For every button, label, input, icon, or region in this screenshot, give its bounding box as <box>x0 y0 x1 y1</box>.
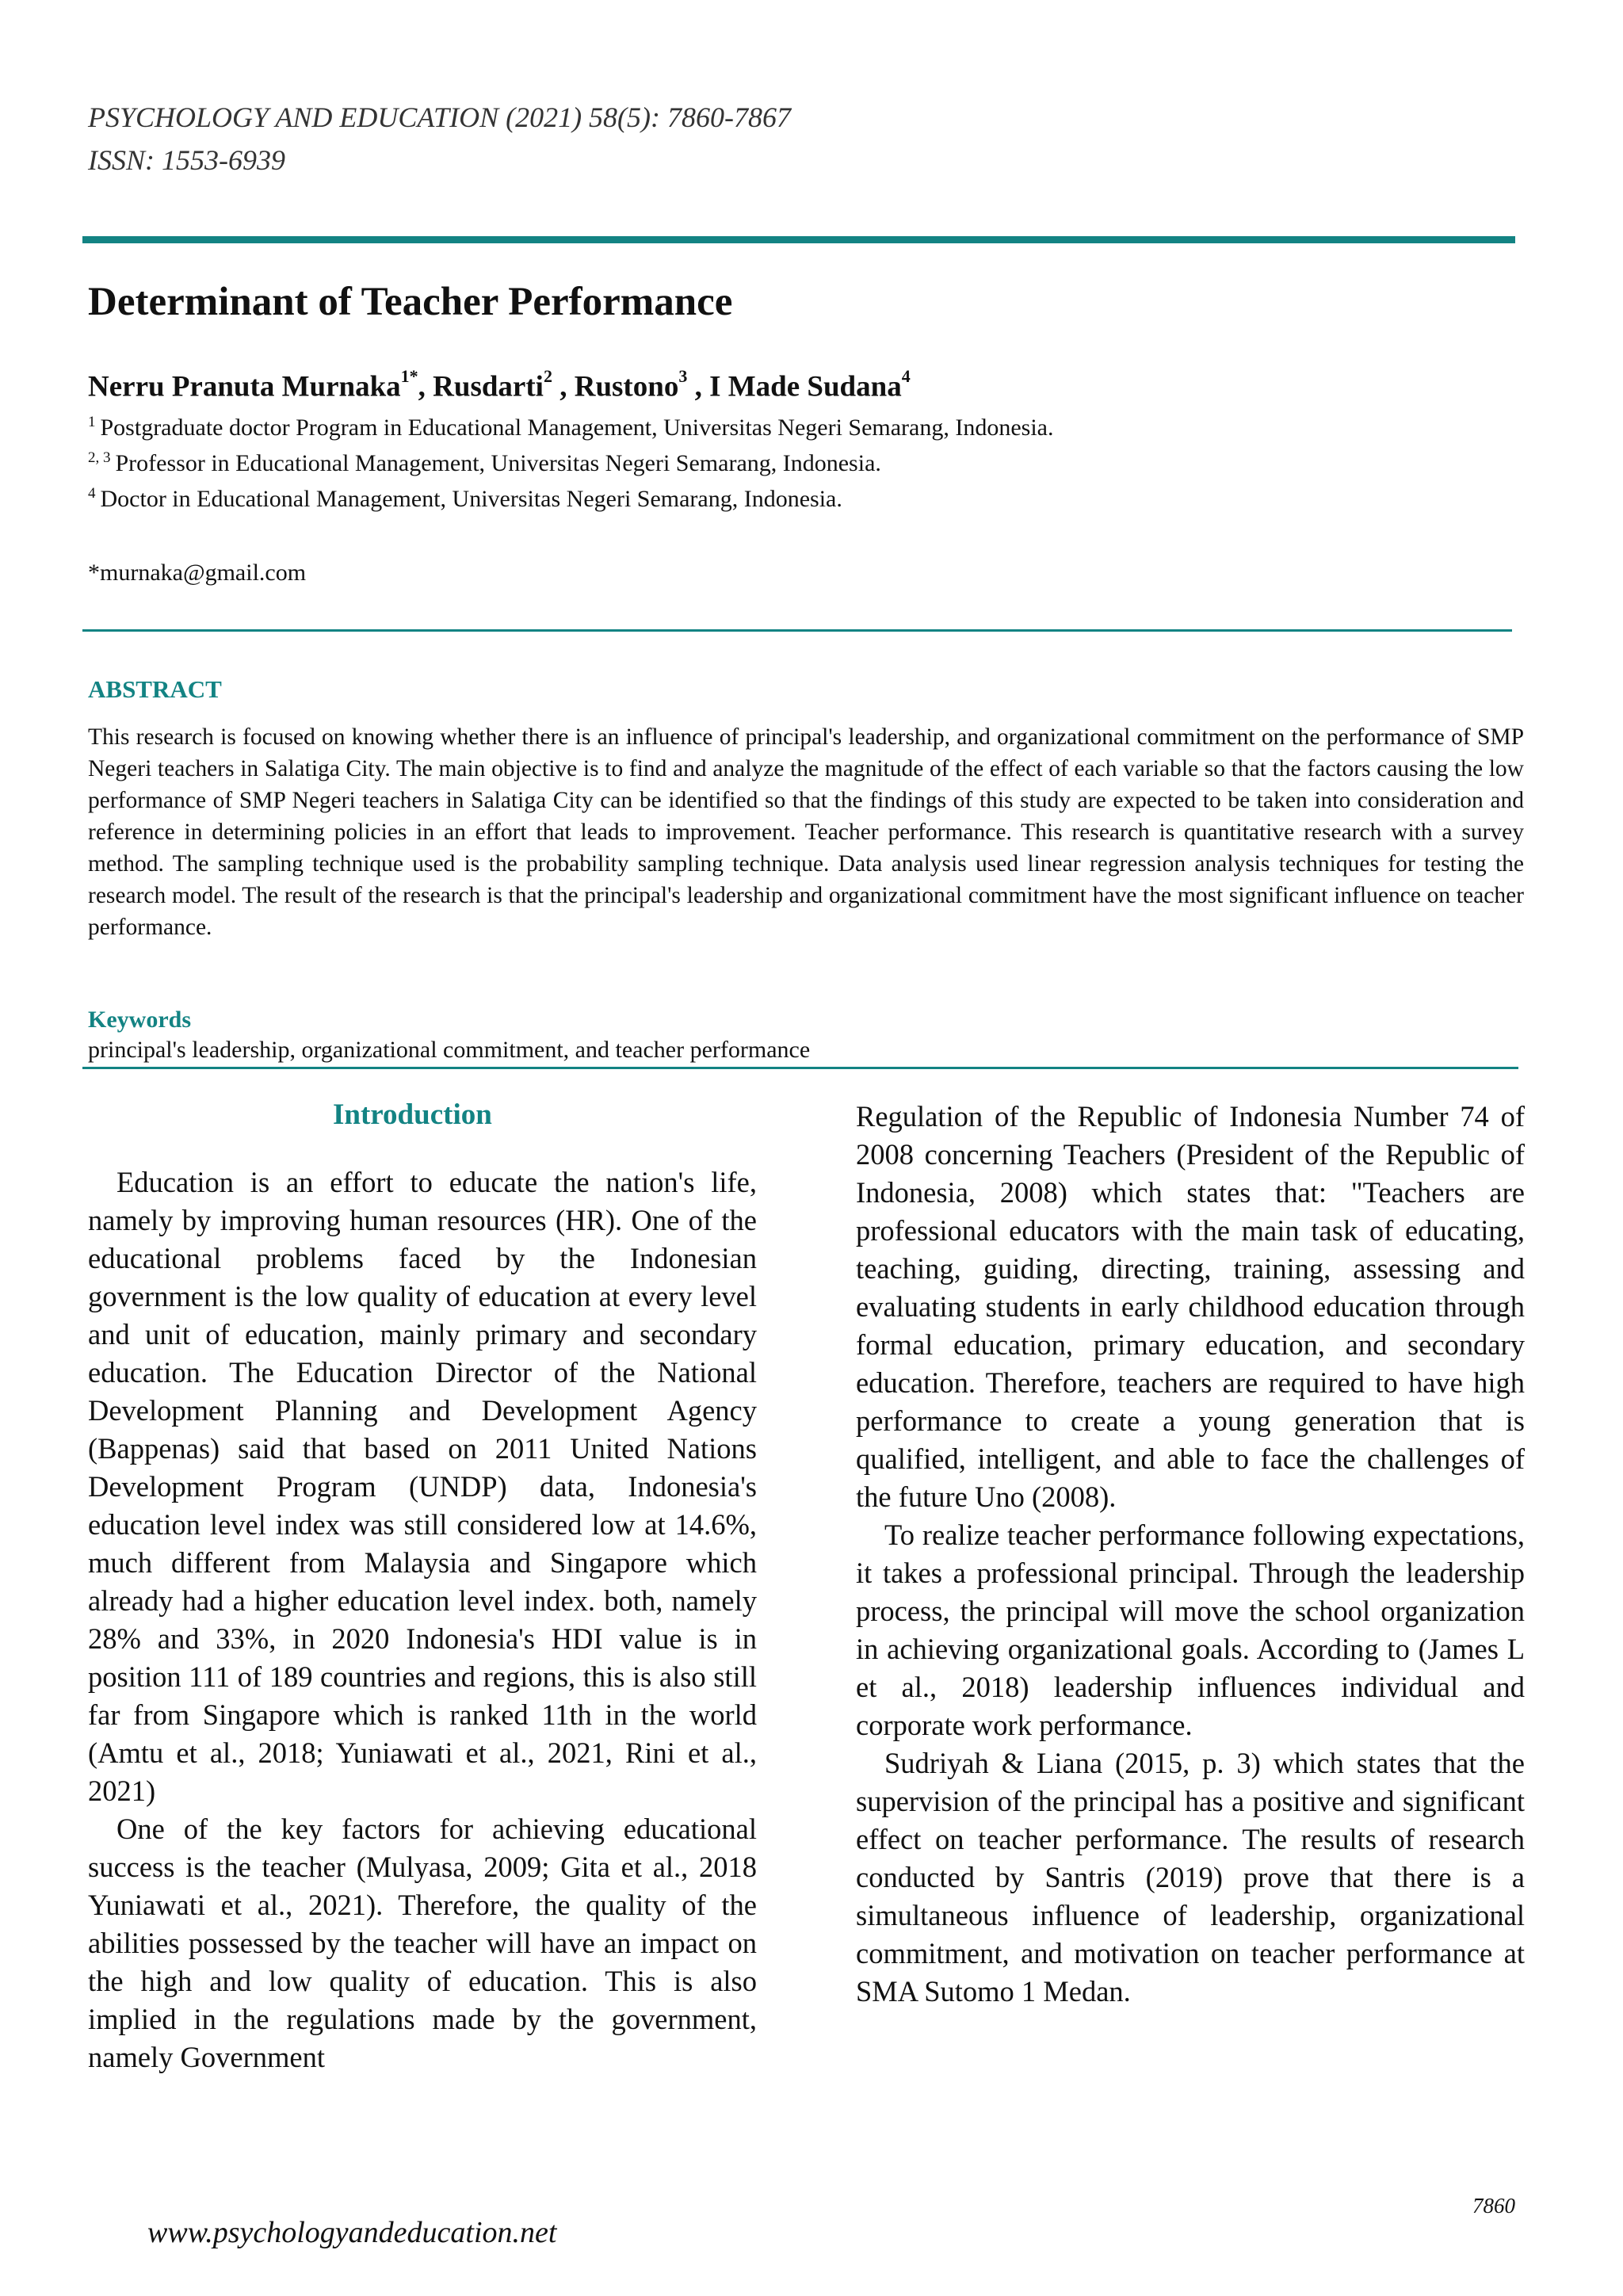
author-separator: , <box>552 370 575 403</box>
body-paragraph: Sudriyah & Liana (2015, p. 3) which states that the supervision of the principal has a positive and significant effect on teacher performance. The results of research conducted by Santris (2019) prove that there is a simultaneous influence of leadership, organizational commitment, and motivation on teacher performance at SMA Sutomo 1 Medan. <box>856 1747 1525 2008</box>
author-separator: , <box>687 370 710 403</box>
journal-website-link[interactable]: www.psychologyandeducation.net <box>147 2216 557 2249</box>
right-column <box>856 1098 1525 2011</box>
body-paragraph: Education is an effort to educate the nation's life, namely by improving human resources (HR). One of the educational problems faced by the Indonesian government is the low quality of education at every level and unit of education, mainly primary and secondary education. The Education Director of the National Development Planning and Development Agency (Bappenas) said that based on 2011 United Nations Development Program (UNDP) data, Indonesia's education level index was still considered low at 14.6%, much different from Malaysia and Singapore which already had a higher education level index. both, namely 28% and 33%, in 2020 Indonesia's HDI value is in position 111 of 189 countries and regions, this is also still far from Singapore which is ranked 11th in the world (Amtu et al., 2018; Yuniawati et al., 2021, Rini et al., 2021) <box>88 1166 757 1807</box>
affiliation-line <box>88 449 881 477</box>
body-paragraph: One of the key factors for achieving educational success is the teacher (Mulyasa, 2009; Gita et al., 2018 Yuniawati et al., 2021). Therefore, the quality of the abilities possessed by the teacher will have an impact on the high and low quality of education. This is also implied in the regulations made by the government, namely Government <box>88 1813 757 2073</box>
header-rule <box>82 236 1515 243</box>
section-rule <box>82 629 1512 632</box>
affiliation-text: Doctor in Educational Management, Universitas Negeri Semarang, Indonesia. <box>100 486 842 512</box>
body-paragraph: To realize teacher performance following expectations, it takes a professional principal. Through the leadership process, the principal will move the school organization in achieving organizational goals. According to (James L et al., 2018) leadership influences individual and corporate work performance. <box>856 1519 1525 1741</box>
paper-title: Determinant of Teacher Performance <box>88 280 733 324</box>
author-affiliation-mark: 4 <box>901 366 911 386</box>
author-affiliation-mark: 1* <box>400 366 418 386</box>
body-paragraph: Regulation of the Republic of Indonesia Number 74 of 2008 concerning Teachers (President of the Republic of Indonesia, 2008) which states that: "Teachers are professional educators with the main task of educating, teaching, guiding, directing, training, assessing and evaluating students in early childhood education through formal education, primary education, and secondary education. Therefore, teachers are required to have high performance to create a young generation that is qualified, intelligent, and able to face the challenges of the future Uno (2008). <box>856 1100 1525 1513</box>
affiliation-mark: 1 <box>88 414 96 430</box>
author-name: Rustono <box>574 370 679 403</box>
journal-issn: ISSN: 1553-6939 <box>88 144 285 176</box>
corresponding-email[interactable]: *murnaka@gmail.com <box>88 560 307 586</box>
affiliation-text: Professor in Educational Management, Universitas Negeri Semarang, Indonesia. <box>115 450 881 476</box>
author-list <box>88 366 911 403</box>
keywords-heading: Keywords <box>88 1007 191 1033</box>
affiliation-text: Postgraduate doctor Program in Educational Management, Universitas Negeri Semarang, Indonesia. <box>100 415 1054 441</box>
author-name: I Made Sudana <box>709 370 902 403</box>
author-separator: , <box>418 370 433 403</box>
abstract-text: This research is focused on knowing whether there is an influence of principal's leadership, and organizational commitment on the performance of SMP Negeri teachers in Salatiga City. The main objective is to find and analyze the magnitude of the effect of each variable so that the factors causing the low performance of SMP Negeri teachers in Salatiga City can be identified so that the findings of this study are expected to be taken into consideration and reference in determining policies in an effort that leads to improvement. Teacher performance. This research is quantitative research with a survey method. The sampling technique used is the probability sampling technique. Data analysis used linear regression analysis techniques for testing the research model. The result of the research is that the principal's leadership and organizational commitment have the most significant influence on teacher performance. <box>88 724 1524 940</box>
author-affiliation-mark: 3 <box>678 366 688 386</box>
author-name: Rusdarti <box>433 370 544 403</box>
page-number: 7860 <box>1472 2194 1515 2218</box>
abstract-heading: ABSTRACT <box>88 675 222 703</box>
author-name: Nerru Pranuta Murnaka <box>88 370 401 403</box>
affiliation-mark: 2, 3 <box>88 449 111 466</box>
author-affiliation-mark: 2 <box>543 366 552 386</box>
affiliation-line <box>88 485 842 513</box>
affiliation-mark: 4 <box>88 485 96 502</box>
left-column <box>88 1163 757 2076</box>
keywords-text: principal's leadership, organizational commitment, and teacher performance <box>88 1037 811 1063</box>
journal-citation: PSYCHOLOGY AND EDUCATION (2021) 58(5): 7860-7867 <box>88 101 792 133</box>
introduction-heading: Introduction <box>333 1098 492 1131</box>
keywords-rule <box>82 1067 1518 1069</box>
affiliation-line <box>88 414 1054 441</box>
